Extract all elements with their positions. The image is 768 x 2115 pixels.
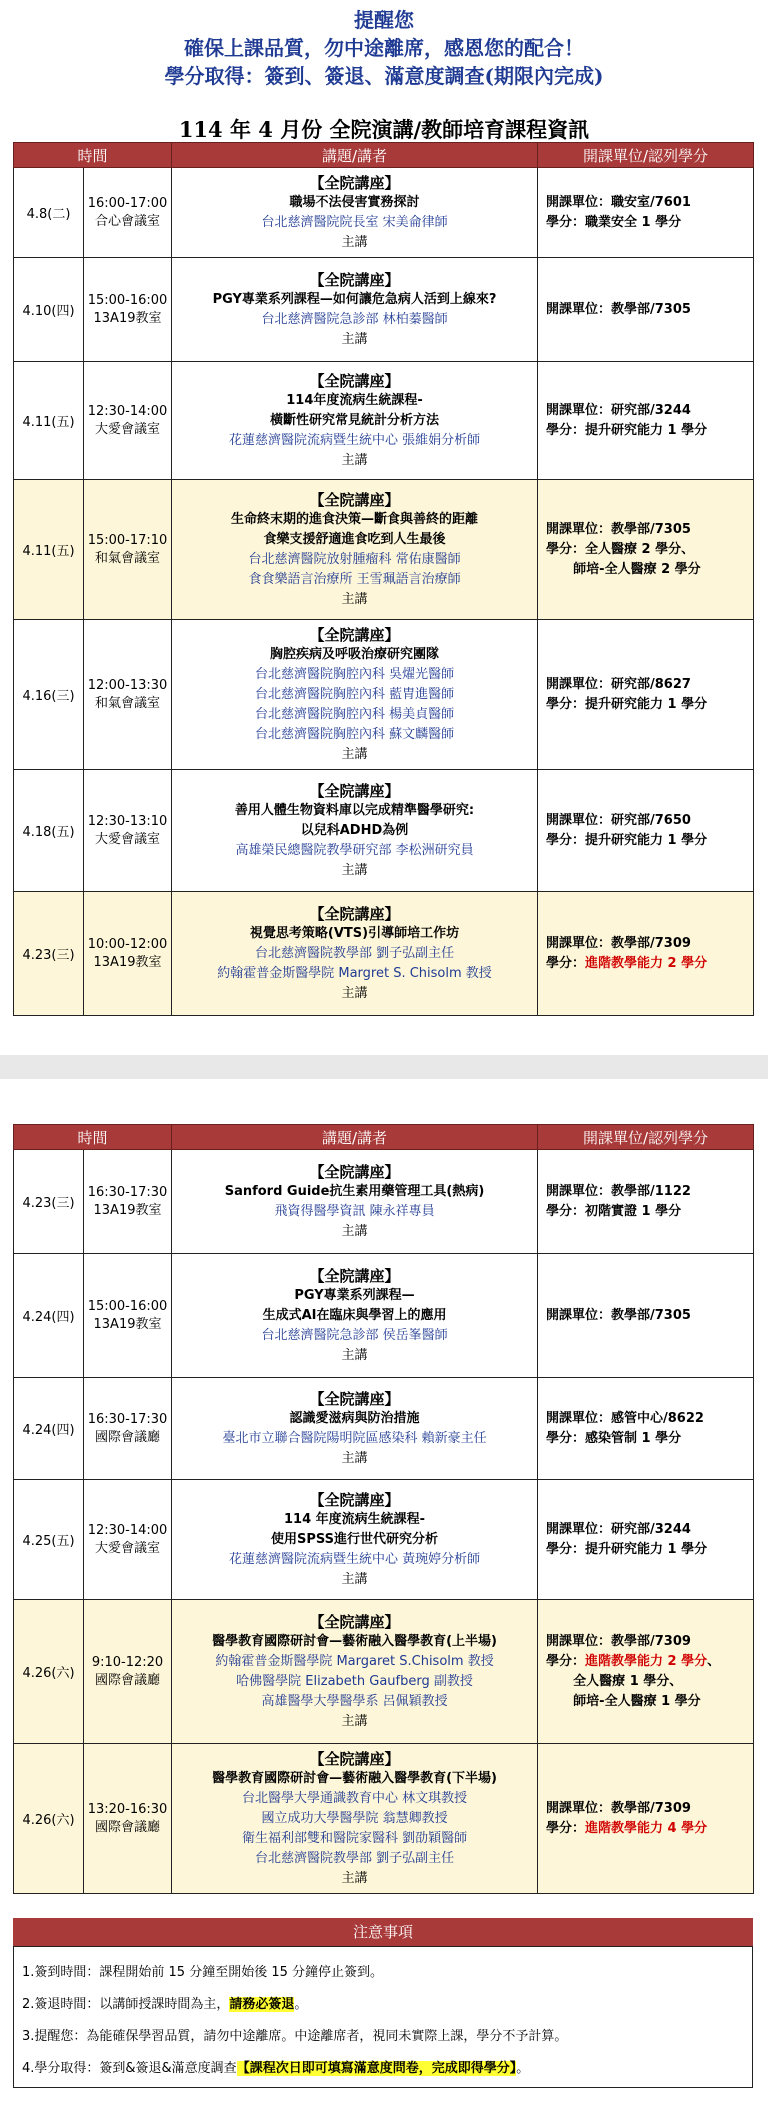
session-speaker: 台北慈濟醫院放射腫瘤科 常佑康醫師 (248, 551, 461, 567)
session-host: 主講 (341, 452, 368, 468)
session-date: 4.26(六) (14, 1744, 84, 1894)
session-speaker: 台北慈濟醫院院長室 宋美侖律師 (261, 214, 448, 230)
session-topic-cell (172, 1150, 538, 1254)
session-type: 【全院講座】 (309, 1266, 400, 1285)
session-room: 國際會議廳 (95, 1819, 161, 1835)
session-speaker: 台北慈濟醫院急診部 侯岳峯醫師 (261, 1327, 448, 1343)
session-title: 胸腔疾病及呼吸治療研究團隊 (270, 646, 440, 662)
session-title: 醫學教育國際研討會—藝術融入醫學教育(下半場) (212, 1770, 497, 1786)
unit-text: 學分：初階實證 1 學分 (546, 1203, 682, 1219)
session-topic-cell (172, 1744, 538, 1894)
unit-text: 開課單位：教學部/7309 (546, 1800, 691, 1816)
unit-line (546, 1540, 753, 1560)
note-4-highlight: 【課程次日即可填寫滿意度問卷，完成即得學分】 (236, 2061, 517, 2076)
session-time-cell (84, 480, 172, 620)
session-title: 橫斷性研究常見統計分析方法 (270, 412, 440, 428)
unit-line (546, 520, 753, 540)
session-time: 16:30-17:30 (87, 1411, 168, 1427)
note-4-end: 。 (516, 2061, 530, 2076)
session-speaker: 國立成功大學醫學院 翁慧卿教授 (261, 1810, 448, 1826)
session-date: 4.11(五) (14, 480, 84, 620)
session-date: 4.16(三) (14, 620, 84, 770)
unit-line (546, 831, 753, 851)
note-2-text: 2.簽退時間：以講師授課時間為主， (22, 1997, 230, 2012)
session-room: 大愛會議室 (95, 831, 161, 847)
session-title: 視覺思考策略(VTS)引導師培工作坊 (249, 925, 460, 941)
session-title: 善用人體生物資料庫以完成精準醫學研究: (234, 802, 475, 818)
unit-line (546, 1306, 753, 1326)
session-date: 4.8(二) (14, 168, 84, 258)
session-topic-cell (172, 1254, 538, 1378)
session-date: 4.18(五) (14, 770, 84, 892)
session-time: 12:30-14:00 (87, 1522, 168, 1538)
unit-text: 學分： (546, 1820, 586, 1836)
session-time-cell (84, 1600, 172, 1744)
session-type: 【全院講座】 (309, 371, 400, 390)
table-row (14, 168, 754, 258)
session-time-cell (84, 1378, 172, 1480)
unit-line (546, 560, 753, 580)
session-speaker: 台北慈濟醫院胸腔內科 蘇文麟醫師 (254, 726, 455, 742)
notes-box (13, 1946, 753, 2088)
note-4-text: 4.學分取得：簽到&簽退&滿意度調查 (22, 2061, 237, 2076)
session-title: 醫學教育國際研討會—藝術融入醫學教育(上半場) (212, 1633, 497, 1649)
unit-text: 開課單位：教學部/7309 (546, 935, 691, 951)
table-row (14, 1378, 754, 1480)
session-room: 13A19教室 (93, 1202, 162, 1218)
unit-line (546, 300, 753, 320)
session-speaker: 食食樂語言治療所 王雪珮語言治療師 (248, 571, 461, 587)
unit-text: 師培-全人醫療 2 學分 (546, 561, 701, 577)
credit-highlight: 進階教學能力 2 學分 (585, 955, 708, 971)
unit-line (546, 954, 753, 974)
session-room: 和氣會議室 (95, 550, 161, 566)
session-speaker: 台北慈濟醫院急診部 林柏蓁醫師 (261, 311, 448, 327)
session-title: 以兒科ADHD為例 (300, 822, 409, 838)
session-speaker: 台北慈濟醫院胸腔內科 藍胄進醫師 (254, 686, 455, 702)
unit-line (546, 1409, 753, 1429)
session-speaker: 台北慈濟醫院胸腔內科 楊美貞醫師 (254, 706, 455, 722)
table-row (14, 1480, 754, 1600)
session-host: 主講 (341, 1223, 368, 1239)
session-date: 4.10(四) (14, 258, 84, 362)
credit-highlight: 進階教學能力 2 學分 (585, 1653, 708, 1669)
session-type: 【全院講座】 (309, 1389, 400, 1408)
unit-line (546, 934, 753, 954)
session-unit-cell (538, 1480, 754, 1600)
unit-text: 學分：提升研究能力 1 學分 (546, 1541, 708, 1557)
session-time: 15:00-17:10 (87, 532, 168, 548)
session-time-cell (84, 258, 172, 362)
unit-line (546, 1819, 753, 1839)
session-title: 職場不法侵害實務探討 (289, 194, 420, 210)
session-speaker: 約翰霍普金斯醫學院 Margaret S.Chisolm 教授 (215, 1653, 494, 1669)
session-time: 16:00-17:00 (87, 195, 168, 211)
session-topic-cell (172, 1600, 538, 1744)
session-title: PGY專業系列課程— (294, 1287, 415, 1303)
session-date: 4.25(五) (14, 1480, 84, 1600)
session-host: 主講 (341, 1347, 368, 1363)
unit-line (546, 1652, 753, 1672)
unit-text: 學分： (546, 1653, 586, 1669)
session-unit-cell (538, 362, 754, 480)
unit-text: 學分：感染管制 1 學分 (546, 1430, 682, 1446)
session-title: PGY專業系列課程—如何讓危急病人活到上線來? (212, 291, 497, 307)
session-topic-cell (172, 362, 538, 480)
note-2-end: 。 (294, 1997, 308, 2012)
session-time-cell (84, 1254, 172, 1378)
session-date: 4.23(三) (14, 1150, 84, 1254)
unit-text: 開課單位：職安室/7601 (546, 194, 691, 210)
session-time-cell (84, 168, 172, 258)
unit-text: 學分：提升研究能力 1 學分 (546, 696, 708, 712)
header-unit: 開課單位/認列學分 (538, 1125, 754, 1150)
session-topic-cell (172, 620, 538, 770)
session-title: 生成式AI在臨床與學習上的應用 (262, 1307, 447, 1323)
session-title: 食樂支援舒適進食吃到人生最後 (263, 531, 446, 547)
session-speaker: 台北醫學大學通識教育中心 林文琪教授 (241, 1790, 468, 1806)
session-time-cell (84, 1150, 172, 1254)
session-unit-cell (538, 258, 754, 362)
unit-text: 開課單位：研究部/3244 (546, 402, 691, 418)
credit-highlight: 進階教學能力 4 學分 (585, 1820, 708, 1836)
table-header-row (14, 1125, 754, 1150)
notice (0, 6, 768, 90)
session-speaker: 台北慈濟醫院教學部 劉子弘副主任 (254, 945, 455, 961)
session-time: 12:30-14:00 (87, 403, 168, 419)
session-time: 13:20-16:30 (87, 1801, 168, 1817)
table-row (14, 892, 754, 1016)
session-type: 【全院講座】 (309, 1612, 400, 1631)
session-time-cell (84, 362, 172, 480)
session-room: 13A19教室 (93, 310, 162, 326)
session-time: 15:00-16:00 (87, 292, 168, 308)
session-date: 4.26(六) (14, 1600, 84, 1744)
session-time-cell (84, 620, 172, 770)
unit-text: 全人醫療 1 學分、 (546, 1673, 683, 1689)
session-host: 主講 (341, 1870, 368, 1886)
session-time: 9:10-12:20 (91, 1654, 164, 1670)
header-topic: 講題/講者 (172, 143, 538, 168)
note-2-highlight: 請務必簽退 (229, 1997, 295, 2012)
unit-line (546, 540, 753, 560)
unit-text: 學分：職業安全 1 學分 (546, 214, 682, 230)
session-type: 【全院講座】 (309, 781, 400, 800)
unit-text: 開課單位：教學部/7305 (546, 1307, 691, 1323)
unit-line (546, 213, 753, 233)
session-room: 合心會議室 (95, 213, 161, 229)
unit-line (546, 1182, 753, 1202)
session-speaker: 飛資得醫學資訊 陳永祥專員 (274, 1203, 435, 1219)
session-time: 12:30-13:10 (87, 813, 168, 829)
session-topic-cell (172, 258, 538, 362)
session-type: 【全院講座】 (309, 270, 400, 289)
session-time-cell (84, 1480, 172, 1600)
session-unit-cell (538, 1254, 754, 1378)
session-topic-cell (172, 1378, 538, 1480)
session-topic-cell (172, 168, 538, 258)
session-host: 主講 (341, 1713, 368, 1729)
unit-line (546, 695, 753, 715)
note-2 (22, 1993, 307, 2012)
session-speaker: 台北慈濟醫院胸腔內科 吳燿光醫師 (254, 666, 455, 682)
session-host: 主講 (341, 234, 368, 250)
unit-line (546, 1520, 753, 1540)
session-room: 大愛會議室 (95, 421, 161, 437)
session-type: 【全院講座】 (309, 625, 400, 644)
session-type: 【全院講座】 (309, 1490, 400, 1509)
session-host: 主講 (341, 591, 368, 607)
session-host: 主講 (341, 746, 368, 762)
session-title: 使用SPSS進行世代研究分析 (270, 1531, 439, 1547)
unit-text: 開課單位：教學部/1122 (546, 1183, 691, 1199)
session-type: 【全院講座】 (309, 1162, 400, 1181)
session-room: 13A19教室 (93, 1316, 162, 1332)
table-row (14, 480, 754, 620)
unit-text: 開課單位：研究部/7650 (546, 812, 691, 828)
unit-text: 開課單位：研究部/8627 (546, 676, 691, 692)
session-time: 12:00-13:30 (87, 677, 168, 693)
session-type: 【全院講座】 (309, 904, 400, 923)
unit-line (546, 401, 753, 421)
session-room: 13A19教室 (93, 954, 162, 970)
session-room: 國際會議廳 (95, 1672, 161, 1688)
unit-line (546, 193, 753, 213)
session-topic-cell (172, 770, 538, 892)
session-speaker: 台北慈濟醫院教學部 劉子弘副主任 (254, 1850, 455, 1866)
session-room: 國際會議廳 (95, 1429, 161, 1445)
session-time-cell (84, 892, 172, 1016)
session-unit-cell (538, 480, 754, 620)
unit-text: 學分：全人醫療 2 學分、 (546, 541, 695, 557)
unit-text: 開課單位：教學部/7305 (546, 301, 691, 317)
session-date: 4.24(四) (14, 1254, 84, 1378)
session-title: 生命終末期的進食決策—斷食與善終的距離 (231, 511, 479, 527)
session-topic-cell (172, 892, 538, 1016)
session-date: 4.24(四) (14, 1378, 84, 1480)
session-room: 大愛會議室 (95, 1540, 161, 1556)
note-4 (22, 2057, 529, 2076)
unit-text: 學分：提升研究能力 1 學分 (546, 422, 708, 438)
unit-line (546, 1799, 753, 1819)
unit-line (546, 1632, 753, 1652)
session-speaker: 高雄榮民總醫院教學研究部 李松洲研究員 (235, 842, 474, 858)
note-1: 1.簽到時間：課程開始前 15 分鐘至開始後 15 分鐘停止簽到。 (22, 1965, 384, 1980)
session-host: 主講 (341, 1571, 368, 1587)
unit-text: 開課單位：教學部/7309 (546, 1633, 691, 1649)
unit-line (546, 675, 753, 695)
session-speaker: 衛生福利部雙和醫院家醫科 劉劭穎醫師 (241, 1830, 468, 1846)
session-title: Sanford Guide抗生素用藥管理工具(熱病) (224, 1183, 485, 1199)
schedule-table-1 (13, 142, 754, 1016)
session-unit-cell (538, 620, 754, 770)
session-time: 10:00-12:00 (87, 936, 168, 952)
table-row (14, 1600, 754, 1744)
session-date: 4.11(五) (14, 362, 84, 480)
session-host: 主講 (341, 331, 368, 347)
unit-line (546, 421, 753, 441)
unit-line (546, 1429, 753, 1449)
unit-line (546, 1672, 753, 1692)
session-topic-cell (172, 480, 538, 620)
session-type: 【全院講座】 (309, 490, 400, 509)
session-unit-cell (538, 168, 754, 258)
session-speaker: 花蓮慈濟醫院流病暨生統中心 張維娟分析師 (228, 432, 481, 448)
page-title: 114 年 4 月份 全院演講/教師培育課程資訊 (178, 117, 590, 142)
session-host: 主講 (341, 985, 368, 1001)
session-room: 和氣會議室 (95, 695, 161, 711)
unit-text: 學分： (546, 955, 586, 971)
session-speaker: 高雄醫學大學醫學系 呂佩穎教授 (261, 1693, 448, 1709)
session-speaker: 哈佛醫學院 Elizabeth Gaufberg 副教授 (236, 1673, 473, 1689)
notes-title: 注意事項 (13, 1918, 753, 1946)
session-type: 【全院講座】 (309, 173, 400, 192)
schedule-table-2 (13, 1124, 754, 1894)
session-topic-cell (172, 1480, 538, 1600)
session-time: 15:00-16:00 (87, 1298, 168, 1314)
table-row (14, 1150, 754, 1254)
table-row (14, 258, 754, 362)
table-row (14, 1744, 754, 1894)
session-host: 主講 (341, 862, 368, 878)
session-date: 4.23(三) (14, 892, 84, 1016)
session-unit-cell (538, 1150, 754, 1254)
unit-text: 師培-全人醫療 1 學分 (546, 1693, 701, 1709)
session-speaker: 花蓮慈濟醫院流病暨生統中心 黃琬婷分析師 (228, 1551, 481, 1567)
session-type: 【全院講座】 (309, 1749, 400, 1768)
page-separator (0, 1055, 768, 1079)
unit-line (546, 811, 753, 831)
session-unit-cell (538, 1378, 754, 1480)
session-unit-cell (538, 770, 754, 892)
session-host: 主講 (341, 1450, 368, 1466)
session-title: 114 年度流病生統課程- (283, 1511, 426, 1527)
unit-text: 學分：提升研究能力 1 學分 (546, 832, 708, 848)
unit-text: 開課單位：研究部/3244 (546, 1521, 691, 1537)
unit-text-end: 、 (707, 1653, 721, 1669)
unit-line (546, 1202, 753, 1222)
session-time-cell (84, 770, 172, 892)
notice-line-1: 提醒您 (354, 8, 414, 32)
session-unit-cell (538, 1744, 754, 1894)
table-row (14, 362, 754, 480)
session-speaker: 臺北市立聯合醫院陽明院區感染科 賴新豪主任 (222, 1430, 487, 1446)
table-row (14, 770, 754, 892)
session-title: 認識愛滋病與防治措施 (289, 1410, 420, 1426)
table-row (14, 620, 754, 770)
notice-line-3: 學分取得：簽到、簽退、滿意度調查(期限內完成) (164, 64, 604, 88)
table-header-row (14, 143, 754, 168)
unit-line (546, 1692, 753, 1712)
unit-text: 開課單位：感管中心/8622 (546, 1410, 704, 1426)
session-time-cell (84, 1744, 172, 1894)
table-row (14, 1254, 754, 1378)
notice-line-2: 確保上課品質，勿中途離席，感恩您的配合！ (184, 36, 584, 60)
session-unit-cell (538, 892, 754, 1016)
note-3: 3.提醒您：為能確保學習品質，請勿中途離席。中途離席者，視同未實際上課，學分不予計算。 (22, 2029, 568, 2044)
header-time: 時間 (14, 1125, 172, 1150)
session-time: 16:30-17:30 (87, 1184, 168, 1200)
header-topic: 講題/講者 (172, 1125, 538, 1150)
header-time: 時間 (14, 143, 172, 168)
session-speaker: 約翰霍普金斯醫學院 Margret S. Chisolm 教授 (217, 965, 492, 981)
unit-text: 開課單位：教學部/7305 (546, 521, 691, 537)
session-unit-cell (538, 1600, 754, 1744)
session-title: 114年度流病生統課程- (286, 392, 423, 408)
header-unit: 開課單位/認列學分 (538, 143, 754, 168)
